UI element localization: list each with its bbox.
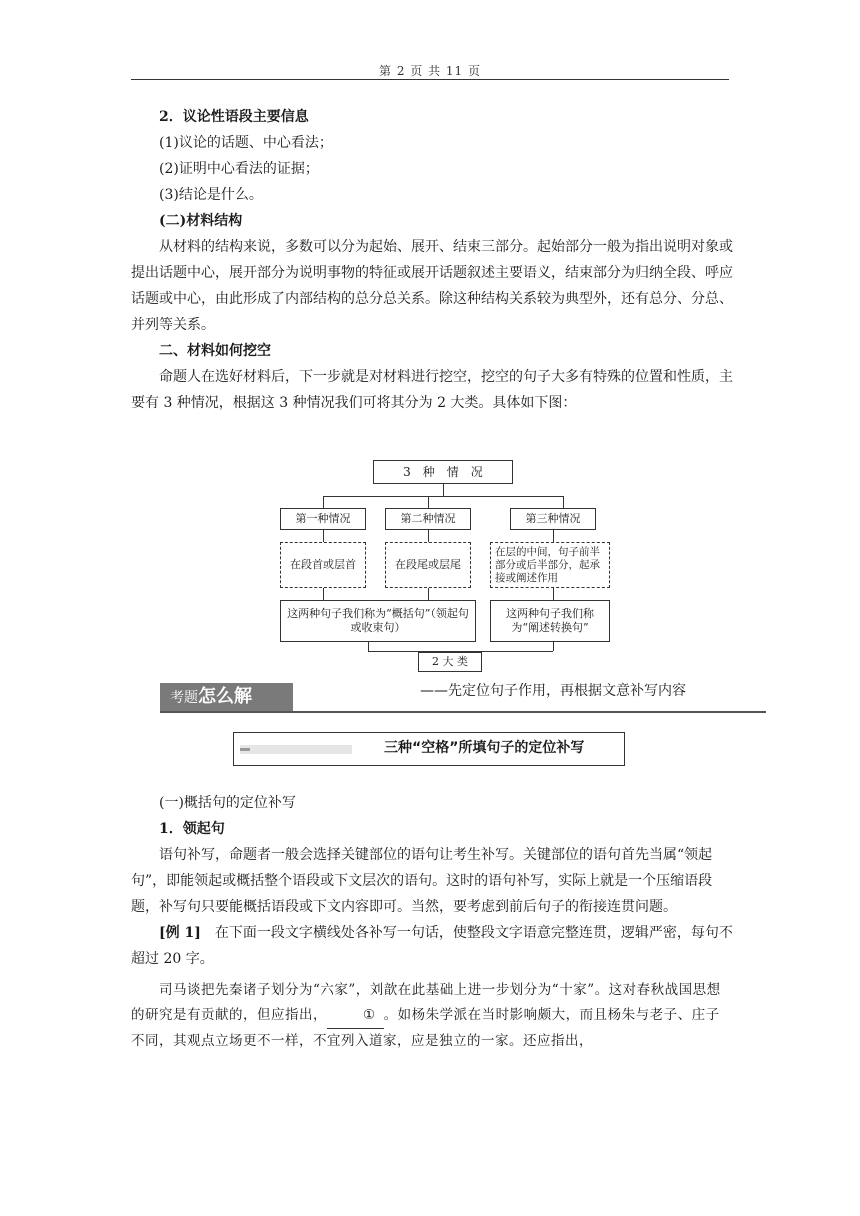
- banner-tagline: ——先定位句子作用，再根据文意补写内容: [420, 683, 686, 699]
- connector: [563, 496, 564, 508]
- connector: [553, 642, 554, 651]
- paragraph-section2: 命题人在选好材料后，下一步就是对材料进行挖空，挖空的句子大多有特殊的位置和性质，主要有 3 种情况，根据这 3 种情况我们可将其分为 2 大类。具体如下图：: [131, 369, 733, 411]
- main-section: [131, 790, 733, 1054]
- diagram-case2: 第二种情况: [385, 508, 471, 530]
- page-header: 第 2 页 共 11 页: [379, 64, 481, 78]
- list-item: (3)结论是什么。: [159, 187, 263, 203]
- connector: [428, 530, 429, 542]
- section-banner: [160, 683, 293, 711]
- title-bar-decoration: [240, 745, 352, 754]
- diagram-bottom-box: 2 大 类: [418, 652, 482, 672]
- intro-section: [131, 104, 733, 416]
- connector: [553, 530, 554, 542]
- paragraph-lead-sentence: 语句补写，命题者一般会选择关键部位的语句让考生补写。关键部位的语句首先当属“领起句”，即能领起或概括整个语段或下文层次的语句。这时的语句补写，实际上就是一个压缩语段题，补写句只要能概括语段或下文内容即可。当然，要考虑到前后句子的衔接连贯问题。: [131, 847, 713, 915]
- connector: [323, 496, 324, 508]
- connector: [323, 530, 324, 542]
- list-item: (1)议论的话题、中心看法；: [159, 135, 333, 151]
- heading-lead-sentence: 1．领起句: [159, 821, 225, 837]
- header-divider: [131, 79, 729, 80]
- connector: [428, 496, 429, 508]
- connector: [443, 484, 444, 496]
- diagram-case1: 第一种情况: [280, 508, 366, 530]
- diagram-case3: 第三种情况: [510, 508, 596, 530]
- example-label: [例 1]: [159, 925, 201, 941]
- example-passage: 司马谈把先秦诸子划分为“六家”，刘歆在此基础上进一步划分为“十家”。这对春秋战国思想的研究是有贡献的，但应指出， ① 。如杨朱学派在当时影响颇大，而且杨朱与老子、庄子不同，其观点立场更不一样，不宜列入道家，应是独立的一家。还应指出，: [131, 982, 721, 1049]
- connector: [323, 496, 563, 497]
- connector: [368, 642, 369, 651]
- diagram-position1: 在段首或层首: [280, 542, 366, 588]
- diagram-top-box: 3 种 情 况: [373, 460, 513, 484]
- connector: [428, 588, 429, 600]
- heading-section2: 二、材料如何挖空: [159, 343, 271, 359]
- connector: [553, 588, 554, 600]
- section-title-box: [233, 732, 625, 766]
- classification-diagram: [278, 460, 614, 674]
- paragraph-structure: 从材料的结构来说，多数可以分为起始、展开、结束三部分。起始部分一般为指出说明对象或提出话题中心，展开部分为说明事物的特征或展开话题叙述主要语义，结束部分为归纳全段、呼应话题或中心，由此形成了内部结构的总分总关系。除这种结构关系较为典型外，还有总分、分总、并列等关系。: [131, 239, 733, 333]
- example-prompt: [131, 920, 733, 972]
- diagram-position2: 在段尾或层尾: [385, 542, 471, 588]
- title-bar-mark: [240, 748, 250, 751]
- section-title: 三种“空格”所填句子的定位补写: [384, 740, 585, 756]
- example-instruction: 在下面一段文字横线处各补写一句话，使整段文字语意完整连贯，逻辑严密，每句不超过 20 字。: [131, 925, 733, 967]
- blank-field[interactable]: ①: [327, 1003, 384, 1029]
- diagram-class2: 这两种句子我们称为“阐述转换句”: [490, 600, 610, 642]
- list-item: (2)证明中心看法的证据；: [159, 161, 319, 177]
- connector: [323, 588, 324, 600]
- banner-divider: [160, 711, 766, 713]
- banner-small-text: 考题: [170, 690, 198, 706]
- subheading-summary: (一)概括句的定位补写: [159, 795, 296, 811]
- diagram-class1: 这两种句子我们称为“概括句”（领起句或收束句）: [280, 600, 476, 642]
- heading-argument-info: 2．议论性语段主要信息: [159, 109, 309, 125]
- banner-big-text: 怎么解: [198, 686, 252, 707]
- subheading-material-structure: (二)材料结构: [159, 213, 243, 229]
- diagram-position3: 在层的中间，句子前半部分或后半部分，起承接或阐述作用: [490, 542, 610, 588]
